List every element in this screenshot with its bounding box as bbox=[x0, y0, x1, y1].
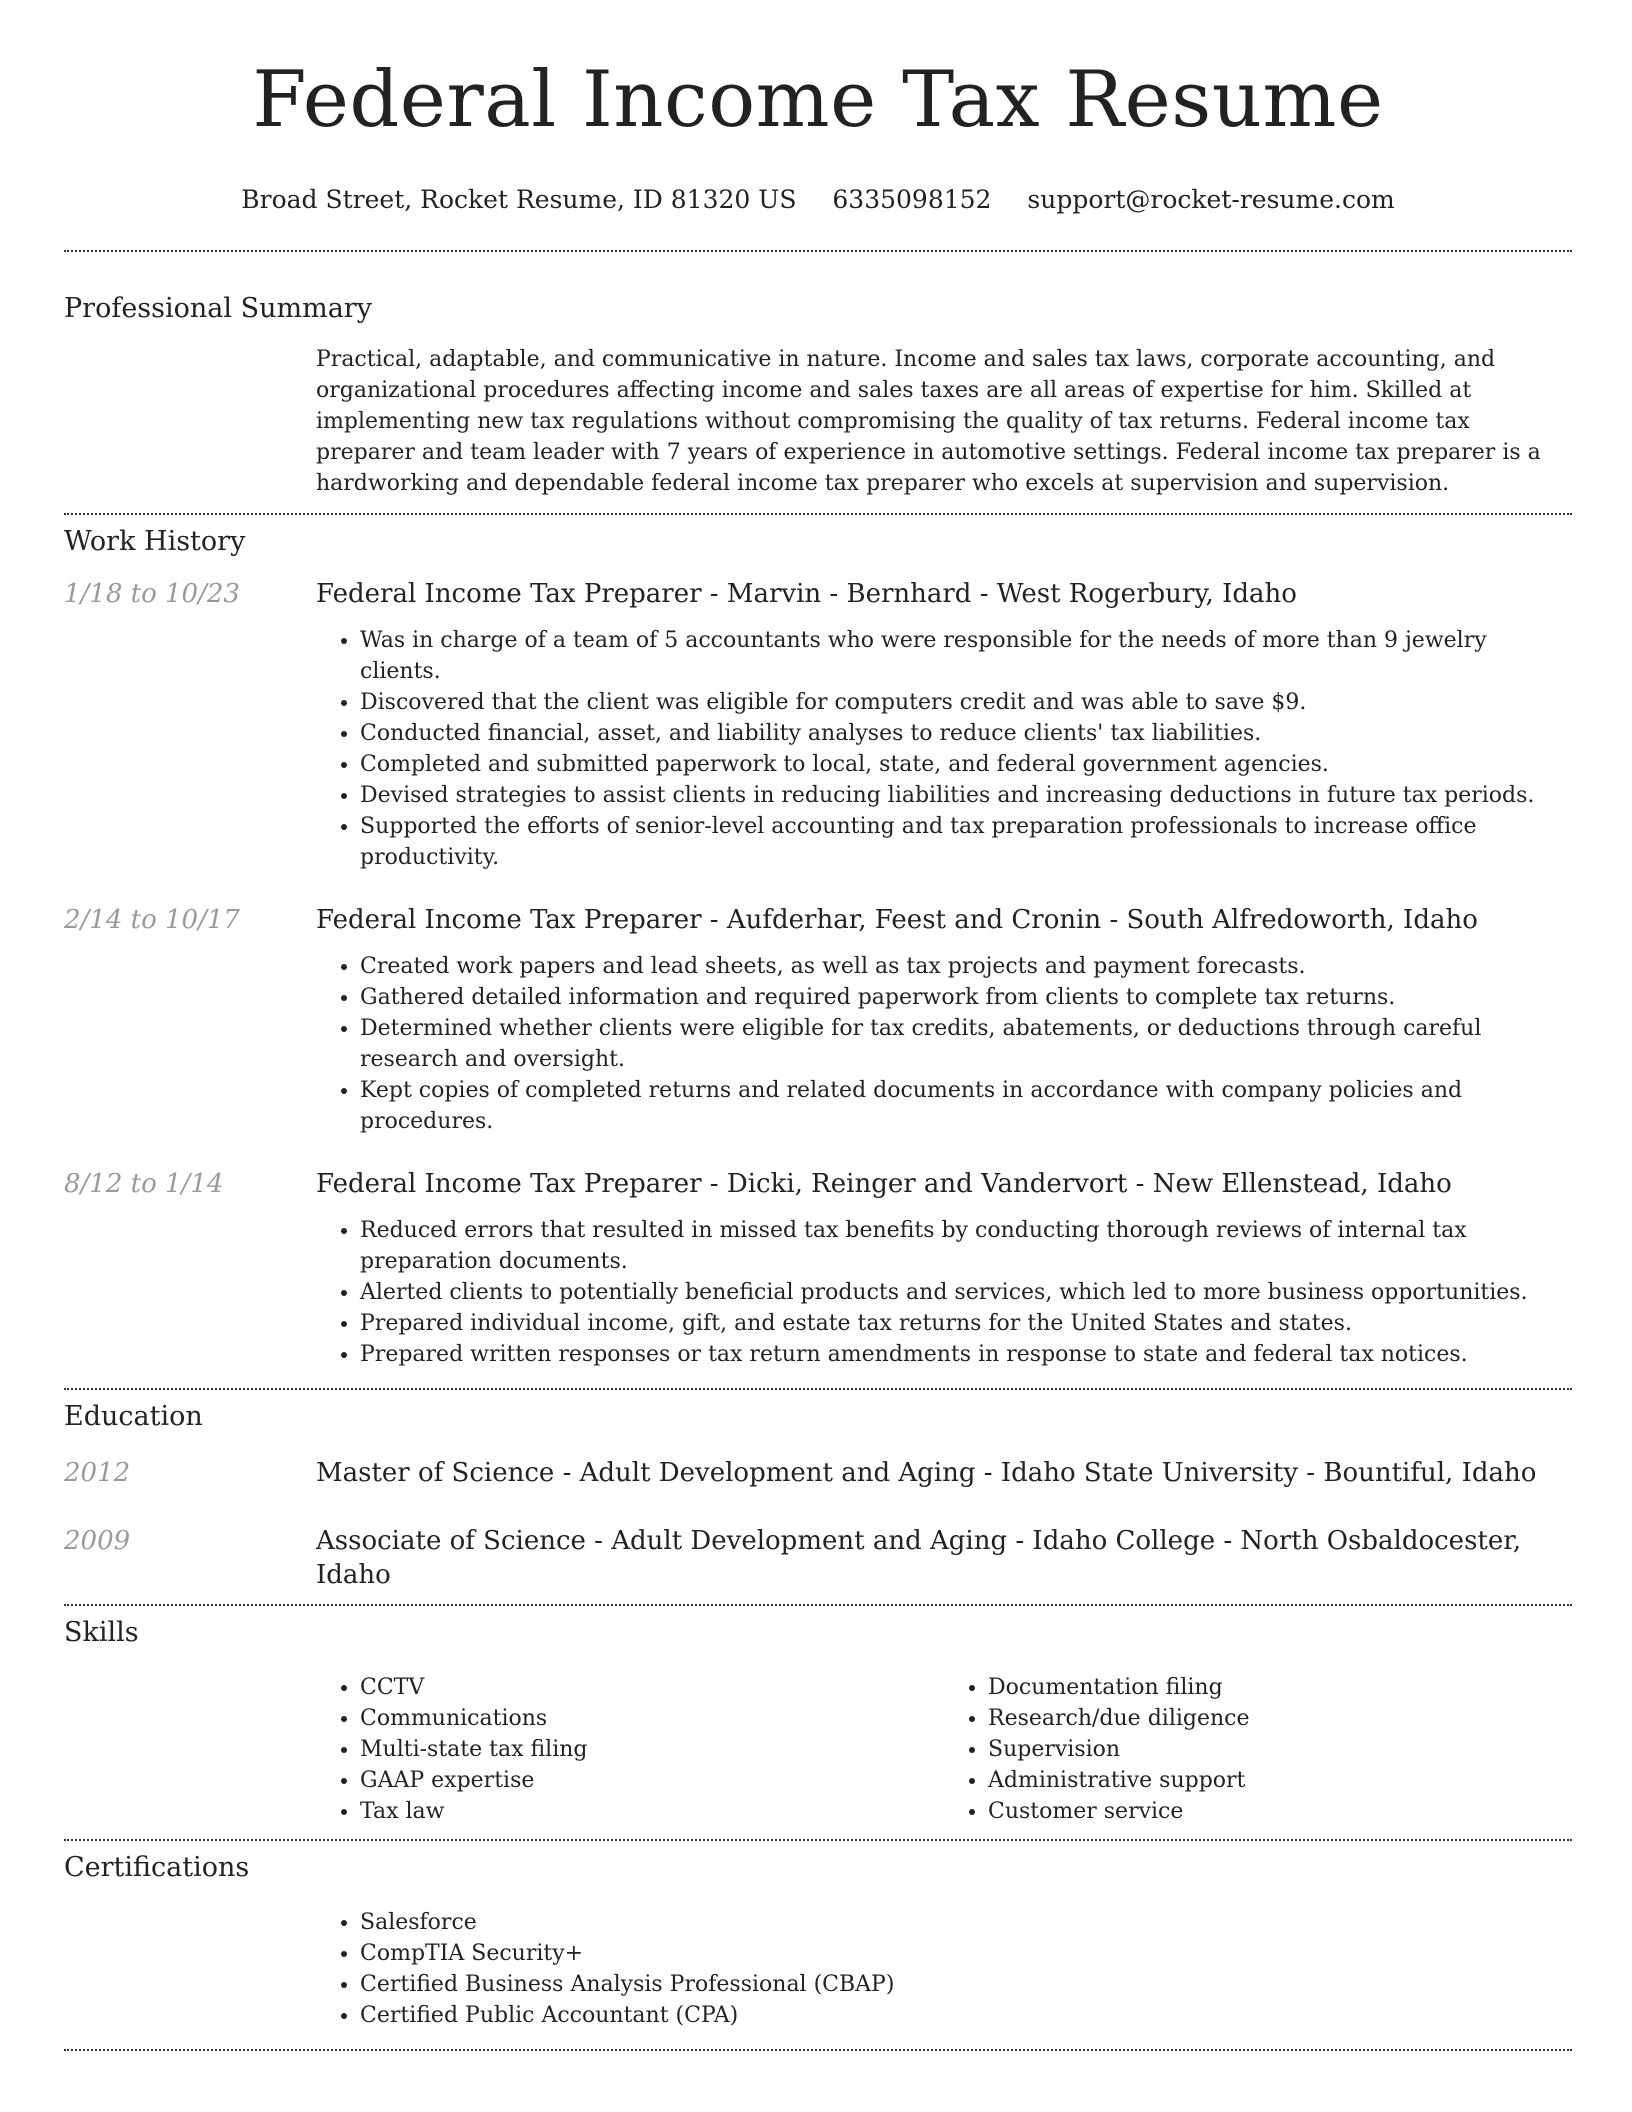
divider bbox=[64, 2049, 1572, 2051]
divider bbox=[64, 1388, 1572, 1390]
skill-item: • GAAP expertise bbox=[360, 1765, 944, 1796]
certification-item: • Salesforce bbox=[360, 1907, 1572, 1938]
skills-column-left bbox=[316, 1672, 944, 1827]
skills-column-right bbox=[944, 1672, 1572, 1827]
contact-line bbox=[64, 184, 1572, 216]
education-year: 2009 bbox=[64, 1526, 131, 1556]
job-bullet: • Alerted clients to potentially beneficial products and services, which led to more business opportunities. bbox=[360, 1277, 1572, 1308]
summary-heading: Professional Summary bbox=[64, 293, 372, 324]
job-bullets bbox=[316, 951, 1572, 1137]
job-title: Federal Income Tax Preparer - Aufderhar, Feest and Cronin - South Alfredoworth, Idaho bbox=[316, 905, 1478, 935]
job-bullet: • Supported the efforts of senior-level accounting and tax preparation professionals to increase office productivity. bbox=[360, 811, 1572, 873]
resume-page bbox=[64, 0, 1572, 2051]
certifications-section bbox=[316, 1907, 1572, 2031]
job-bullet: • Was in charge of a team of 5 accountants who were responsible for the needs of more than 9 jewelry clients. bbox=[360, 625, 1572, 687]
education-title: Associate of Science - Adult Development and Aging - Idaho College - North Osbaldocester, Idaho bbox=[316, 1526, 1522, 1590]
education-entry bbox=[64, 1456, 1572, 1490]
summary-text: Practical, adaptable, and communicative in nature. Income and sales tax laws, corporate accounting, and organizational procedures affecting income and sales taxes are all areas of expertise for him. Skilled at implementing new tax regulations without compromising the quality of tax returns. Federal income tax preparer and team leader with 7 years of experience in automotive settings. Federal income tax preparer is a hardworking and dependable federal income tax preparer who excels at supervision and supervision. bbox=[316, 347, 1541, 496]
resume-title: Federal Income Tax Resume bbox=[252, 55, 1384, 145]
certification-item: • Certified Public Accountant (CPA) bbox=[360, 2000, 1572, 2031]
skills-heading: Skills bbox=[64, 1617, 139, 1648]
education-title: Master of Science - Adult Development and Aging - Idaho State University - Bountiful, Idaho bbox=[316, 1458, 1537, 1488]
job-entry bbox=[64, 577, 1572, 873]
job-bullet: • Completed and submitted paperwork to local, state, and federal government agencies. bbox=[360, 749, 1572, 780]
job-bullet: • Prepared written responses or tax return amendments in response to state and federal tax notices. bbox=[360, 1339, 1572, 1370]
certifications-heading: Certifications bbox=[64, 1852, 250, 1883]
job-title: Federal Income Tax Preparer - Marvin - Bernhard - West Rogerbury, Idaho bbox=[316, 579, 1297, 609]
skill-item: • Administrative support bbox=[988, 1765, 1572, 1796]
education-heading: Education bbox=[64, 1401, 203, 1432]
skills-list bbox=[316, 1672, 1572, 1827]
job-dates: 1/18 to 10/23 bbox=[64, 579, 240, 609]
divider bbox=[64, 1839, 1572, 1841]
job-bullets bbox=[316, 1215, 1572, 1370]
certification-item: • CompTIA Security+ bbox=[360, 1938, 1572, 1969]
skill-item: • Documentation filing bbox=[988, 1672, 1572, 1703]
skill-item: • Research/due diligence bbox=[988, 1703, 1572, 1734]
skill-item: • Customer service bbox=[988, 1796, 1572, 1827]
job-dates: 2/14 to 10/17 bbox=[64, 905, 240, 935]
education-entry bbox=[64, 1524, 1572, 1592]
job-bullet: • Kept copies of completed returns and related documents in accordance with company policies and procedures. bbox=[360, 1075, 1572, 1137]
certification-item: • Certified Business Analysis Professional (CBAP) bbox=[360, 1969, 1572, 2000]
job-bullet: • Reduced errors that resulted in missed tax benefits by conducting thorough reviews of internal tax preparation documents. bbox=[360, 1215, 1572, 1277]
divider bbox=[64, 250, 1572, 252]
work-history-heading: Work History bbox=[64, 526, 246, 557]
certifications-list bbox=[316, 1907, 1572, 2031]
job-bullet: • Devised strategies to assist clients in reducing liabilities and increasing deductions in future tax periods. bbox=[360, 780, 1572, 811]
skill-item: • CCTV bbox=[360, 1672, 944, 1703]
job-bullet: • Determined whether clients were eligible for tax credits, abatements, or deductions through careful research and oversight. bbox=[360, 1013, 1572, 1075]
job-bullet: • Discovered that the client was eligible for computers credit and was able to save $9. bbox=[360, 687, 1572, 718]
job-bullet: • Conducted financial, asset, and liability analyses to reduce clients' tax liabilities. bbox=[360, 718, 1572, 749]
job-entry bbox=[64, 1167, 1572, 1370]
skill-item: • Tax law bbox=[360, 1796, 944, 1827]
job-entry bbox=[64, 903, 1572, 1137]
job-dates: 8/12 to 1/14 bbox=[64, 1169, 224, 1199]
contact-email: support@rocket-resume.com bbox=[1027, 185, 1395, 214]
contact-phone: 6335098152 bbox=[832, 185, 992, 214]
job-bullets bbox=[316, 625, 1572, 873]
job-title: Federal Income Tax Preparer - Dicki, Reinger and Vandervort - New Ellenstead, Idaho bbox=[316, 1169, 1452, 1199]
skill-item: • Supervision bbox=[988, 1734, 1572, 1765]
summary-section bbox=[316, 344, 1572, 499]
divider bbox=[64, 1604, 1572, 1606]
job-bullet: • Prepared individual income, gift, and estate tax returns for the United States and states. bbox=[360, 1308, 1572, 1339]
skill-item: • Multi-state tax filing bbox=[360, 1734, 944, 1765]
job-bullet: • Gathered detailed information and required paperwork from clients to complete tax returns. bbox=[360, 982, 1572, 1013]
divider bbox=[64, 513, 1572, 515]
job-bullet: • Created work papers and lead sheets, as well as tax projects and payment forecasts. bbox=[360, 951, 1572, 982]
contact-address: Broad Street, Rocket Resume, ID 81320 US bbox=[241, 185, 797, 214]
skill-item: • Communications bbox=[360, 1703, 944, 1734]
education-year: 2012 bbox=[64, 1458, 131, 1488]
